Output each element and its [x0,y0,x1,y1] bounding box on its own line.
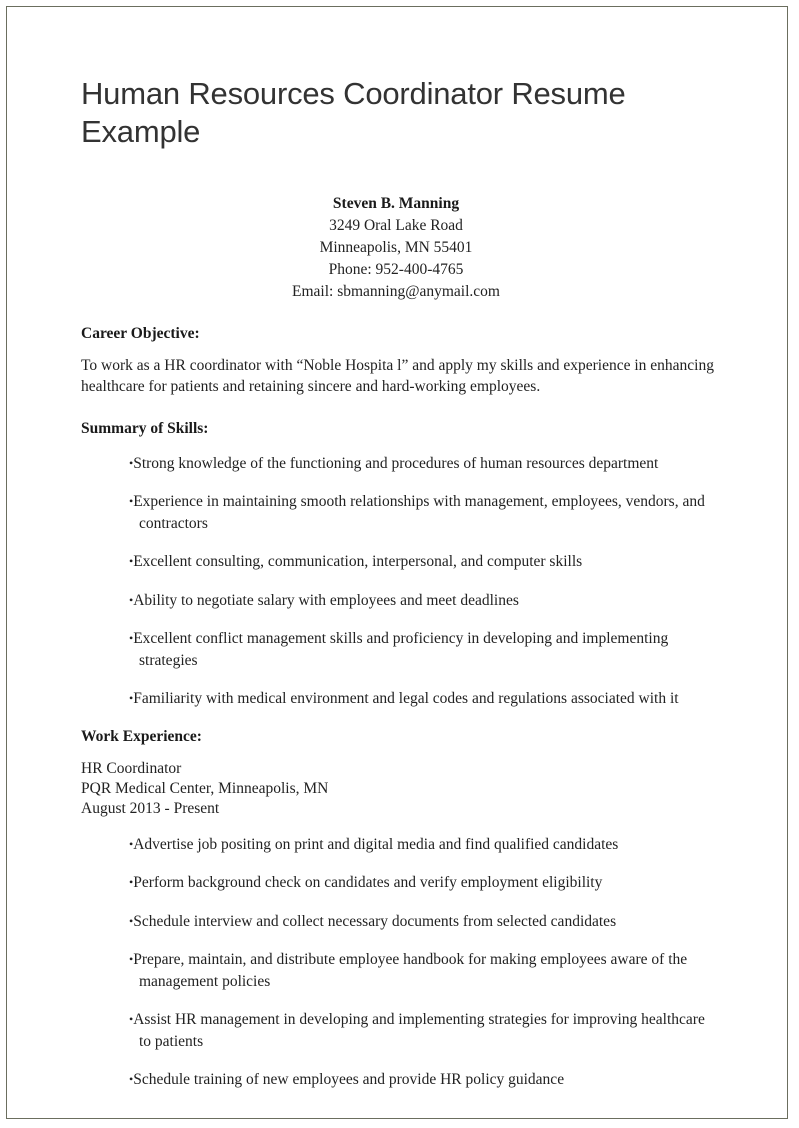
career-objective-text: To work as a HR coordinator with “Noble Hospita l” and apply my skills and experience in enhancing healthcare for patients and retaining sincere and hard-working employees. [81,356,714,396]
document-page [7,7,787,1118]
contact-block [81,193,719,303]
list-item [129,688,719,710]
list-item [129,872,719,894]
bullet-dot-icon: • [129,836,134,851]
list-item-label: Assist HR management in developing and implementing strategies for improving healthcare to patients [133,1011,705,1050]
section-heading-summary-of-skills: Summary of Skills: [81,419,209,437]
summary-of-skills-list [81,453,719,710]
section-heading-career-objective: Career Objective: [81,324,200,342]
list-item [129,911,719,933]
page-title: Human Resources Coordinator Resume Example [81,76,626,149]
bullet-dot-icon: • [129,455,134,470]
bullet-dot-icon: • [129,631,134,646]
job-dates: August 2013 - Present [81,799,220,817]
list-item-label: Excellent conflict management skills and proficiency in developing and implementing strategies [133,630,669,669]
list-item-label: Schedule interview and collect necessary documents from selected candidates [133,912,617,930]
list-item [129,1069,719,1091]
list-item [129,834,719,856]
list-item-label: Excellent consulting, communication, interpersonal, and computer skills [133,553,583,571]
list-item-label: Strong knowledge of the functioning and procedures of human resources department [133,454,659,472]
bullet-dot-icon: • [129,691,134,706]
candidate-name: Steven B. Manning [332,194,460,212]
list-item [129,628,719,671]
bullet-dot-icon: • [129,952,134,967]
list-item [129,453,719,475]
bullet-dot-icon: • [129,494,134,509]
job-entry [81,759,719,819]
list-item-label: Ability to negotiate salary with employees and meet deadlines [133,591,519,609]
work-experience-list [81,834,719,1091]
section-heading-work-experience: Work Experience: [81,727,202,745]
candidate-city-state-zip: Minneapolis, MN 55401 [319,238,473,256]
bullet-dot-icon: • [129,592,134,607]
job-employer: PQR Medical Center, Minneapolis, MN [81,779,329,797]
candidate-phone: Phone: 952-400-4765 [328,260,464,278]
candidate-street-address: 3249 Oral Lake Road [329,216,463,234]
bullet-dot-icon: • [129,554,134,569]
list-item-label: Prepare, maintain, and distribute employee handbook for making employees aware of the management policies [133,951,688,990]
bullet-dot-icon: • [129,1072,134,1087]
list-item [129,1009,719,1052]
list-item-label: Experience in maintaining smooth relationships with management, employees, vendors, and contractors [133,493,705,532]
bullet-dot-icon: • [129,875,134,890]
candidate-email: Email: sbmanning@anymail.com [292,282,500,300]
list-item [129,949,719,992]
list-item-label: Familiarity with medical environment and legal codes and regulations associated with it [133,690,679,708]
list-item-label: Advertise job positing on print and digital media and find qualified candidates [133,835,619,853]
list-item [129,551,719,573]
list-item [129,590,719,612]
job-role: HR Coordinator [81,759,182,777]
resume-content [7,193,787,1091]
bullet-dot-icon: • [129,913,134,928]
list-item-label: Perform background check on candidates and verify employment eligibility [133,874,603,892]
list-item [129,491,719,534]
bullet-dot-icon: • [129,1012,134,1027]
list-item-label: Schedule training of new employees and provide HR policy guidance [133,1071,565,1089]
document-page-frame [6,6,788,1119]
